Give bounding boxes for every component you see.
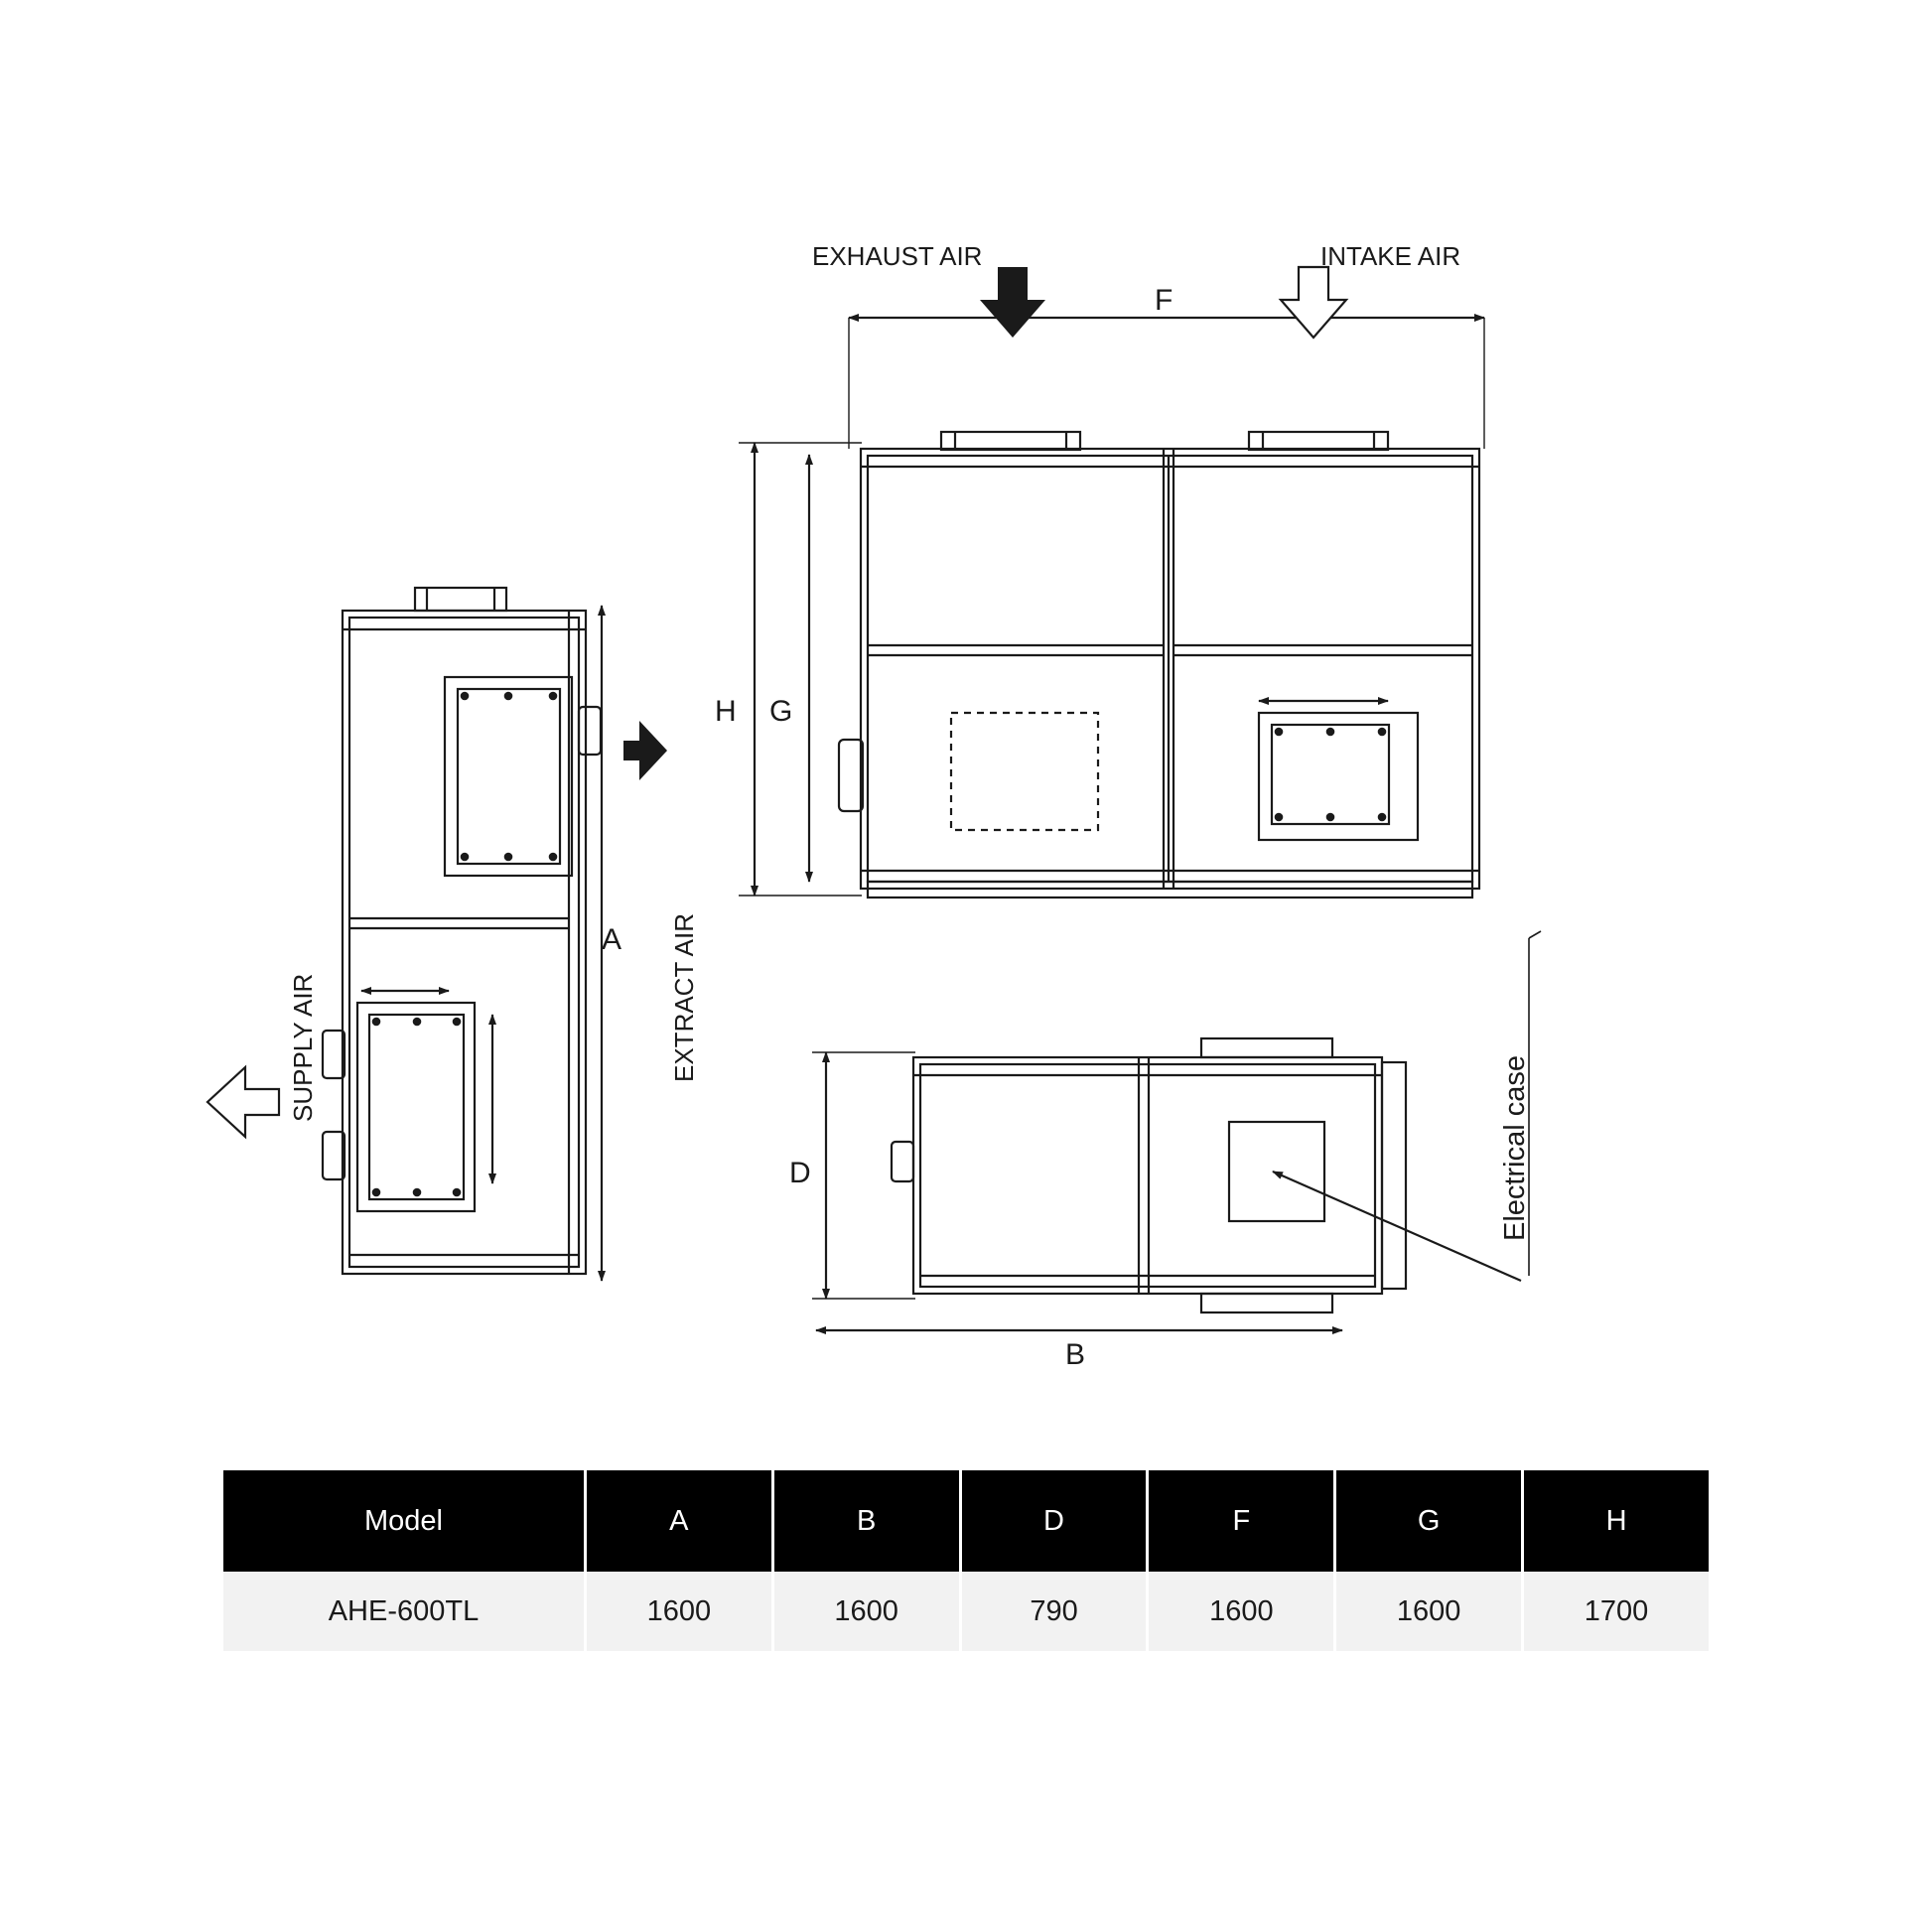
side-view-body	[323, 588, 601, 1274]
label-electrical-case: Electrical case	[1499, 1055, 1531, 1241]
table-header-d: D	[962, 1470, 1147, 1572]
dimension-H	[739, 443, 862, 896]
front-view-body	[839, 432, 1479, 897]
dimension-F	[849, 318, 1484, 449]
table-header-h: H	[1524, 1470, 1709, 1572]
cell-g: 1600	[1336, 1572, 1521, 1651]
table-header-a: A	[587, 1470, 771, 1572]
table-header-f: F	[1149, 1470, 1333, 1572]
dimension-label-A: A	[602, 923, 622, 956]
cell-f: 1600	[1149, 1572, 1333, 1651]
cell-b: 1600	[774, 1572, 959, 1651]
cell-a: 1600	[587, 1572, 771, 1651]
table-row	[223, 1572, 1709, 1651]
cell-d: 790	[962, 1572, 1147, 1651]
table-header-g: G	[1336, 1470, 1521, 1572]
extract-air-arrow	[623, 719, 667, 780]
plan-view-body	[892, 931, 1541, 1312]
dimension-label-D: D	[789, 1157, 811, 1189]
dimension-label-F: F	[1155, 284, 1173, 317]
cell-model: AHE-600TL	[223, 1572, 584, 1651]
dimension-label-G: G	[769, 695, 793, 728]
dimension-label-B: B	[1065, 1338, 1086, 1371]
intake-air-arrow	[1281, 267, 1346, 338]
supply-air-arrow	[207, 1067, 279, 1137]
exhaust-air-arrow	[980, 267, 1045, 338]
label-supply-air: SUPPLY AIR	[288, 973, 318, 1122]
specification-table	[220, 1470, 1712, 1651]
table-header-row	[223, 1470, 1709, 1572]
dimension-label-H: H	[715, 695, 737, 728]
table-header-b: B	[774, 1470, 959, 1572]
table-header-model: Model	[223, 1470, 584, 1572]
label-extract-air: EXTRACT AIR	[669, 912, 699, 1082]
dimension-D	[812, 1052, 915, 1299]
cell-h: 1700	[1524, 1572, 1709, 1651]
label-exhaust-air: EXHAUST AIR	[812, 241, 983, 271]
label-intake-air: INTAKE AIR	[1320, 241, 1461, 271]
